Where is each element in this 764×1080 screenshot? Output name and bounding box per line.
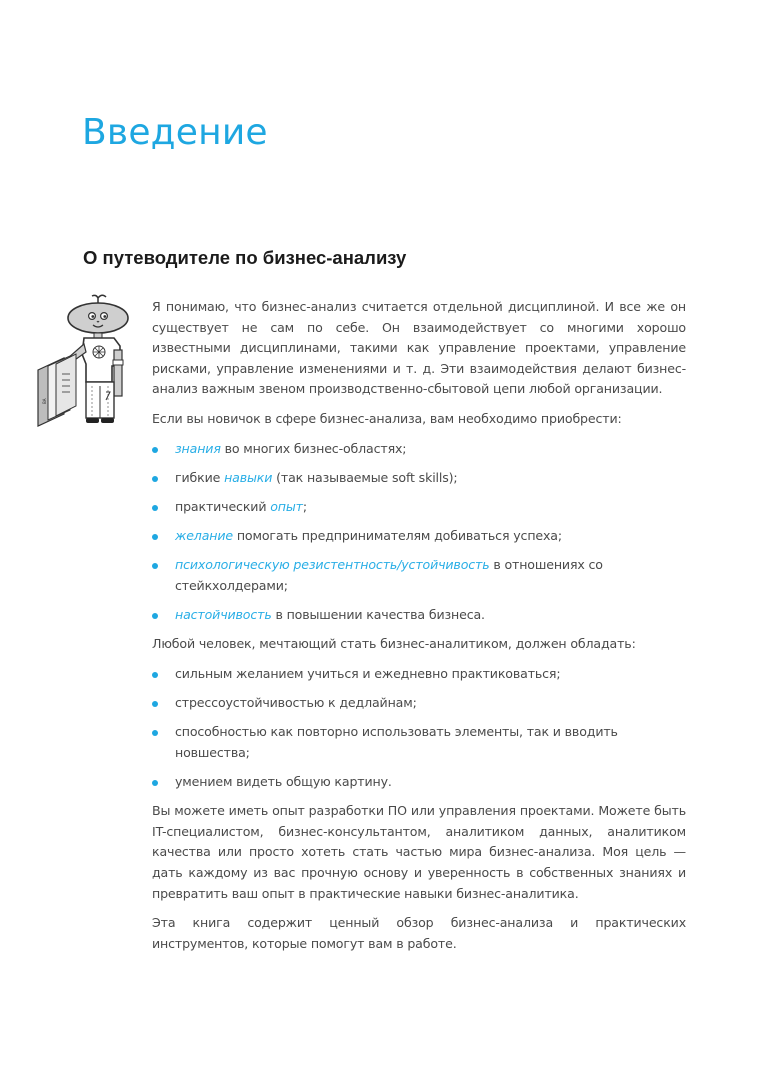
chapter-title: Введение (82, 112, 268, 153)
bullet-icon (152, 534, 158, 540)
highlight-term: психологическую резистентность/устойчивость (175, 556, 490, 572)
bullet-icon (152, 780, 158, 786)
list-item: стрессоустойчивостью к дедлайнам; (152, 693, 686, 714)
highlight-term: опыт (270, 498, 303, 514)
list-item: гибкие навыки (так называемые soft skills); (152, 468, 686, 489)
analyst-illustration (26, 294, 146, 434)
bullet-icon (152, 701, 158, 707)
highlight-term: навыки (224, 469, 273, 485)
section-title: О путеводителе по бизнес-анализу (83, 247, 407, 268)
bullet-icon (152, 447, 158, 453)
intro-paragraph: Я понимаю, что бизнес-анализ считается отдельной дисциплиной. И все же он существует не сам по себе. Он взаимодействует со многими хорошо известными дисциплинами, такими как управление проектами, управление рисками, управление изменениями и т. д. Эти взаимодействия делают бизнес-анализ важным звеном производственно-сбытовой цепи любой организации. (152, 299, 686, 397)
bullet-icon (152, 613, 158, 619)
list-item: настойчивость в повышении качества бизнеса. (152, 605, 686, 626)
list-item: сильным желанием учиться и ежедневно практиковаться; (152, 664, 686, 685)
bullet-icon (152, 730, 158, 736)
list-item: психологическую резистентность/устойчивость в отношениях со стейкхолдерами; (152, 555, 686, 596)
bullet-icon (152, 476, 158, 482)
list-item: желание помогать предпринимателям добиваться успеха; (152, 526, 686, 547)
list-item: умением видеть общую картину. (152, 772, 686, 793)
list-item: практический опыт; (152, 497, 686, 518)
experience-paragraph: Вы можете иметь опыт разработки ПО или управления проектами. Можете быть IT-специалистом, бизнес-консультантом, аналитиком данных, аналитиком качества или просто хотеть стать частью мира бизнес-анализа. Моя цель — дать каждому из вас прочную основу и уверенность в собственных знаниях и превратить ваш опыт в практические навыки бизнес-аналитика. (152, 803, 686, 901)
highlight-term: настойчивость (175, 606, 272, 622)
anyone-paragraph: Любой человек, мечтающий стать бизнес-аналитиком, должен обладать: (152, 636, 636, 652)
list-item: способностью как повторно использовать элементы, так и вводить новшества; (152, 722, 686, 763)
bullet-icon (152, 672, 158, 678)
cartoon-figure-icon (26, 294, 146, 434)
qualities-list (152, 664, 686, 792)
bullet-icon (152, 563, 158, 569)
book-paragraph: Эта книга содержит ценный обзор бизнес-анализа и практических инструментов, которые помогут вам в работе. (152, 915, 686, 951)
highlight-term: знания (175, 440, 221, 456)
body-text (152, 297, 686, 963)
highlight-term: желание (175, 527, 233, 543)
acquire-list (152, 439, 686, 626)
newcomer-paragraph: Если вы новичок в сфере бизнес-анализа, вам необходимо приобрести: (152, 410, 622, 426)
bullet-icon (152, 505, 158, 511)
list-item: знания во многих бизнес-областях; (152, 439, 686, 460)
svg-text:BA: BA (42, 398, 47, 404)
